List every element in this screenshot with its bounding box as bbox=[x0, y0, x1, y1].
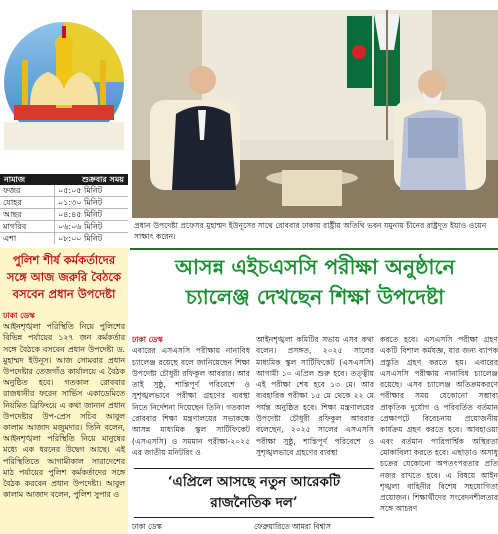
main-headline-line-2: চ্যালেঞ্জ দেখছেন শিক্ষা উপদেষ্টা bbox=[185, 285, 445, 309]
prayer-name: যোহর bbox=[0, 197, 55, 208]
side-news-story bbox=[0, 248, 128, 534]
prayer-header-label: নামাজ bbox=[4, 175, 26, 184]
main-story-text-3: করতে হবে। এসএসসি পরীক্ষা গ্রহণ একটি বিশাল কর্মযজ্ঞ, যার জন্য ব্যাপক প্রস্তুতি গ্রহণ করতে হয়। এবারের এসএসসি পরীক্ষায় নানাবিধ চ্যালেঞ্জ রয়েছে। এসব চ্যালেঞ্জ অতিক্রমকরণে পরীক্ষার সময় যেকোনো সম্ভাব্য প্রাকৃতিক দুর্যোগ ও পরিবর্তিত বর্তমান প্রেক্ষাপটে বিবেচনায় প্রয়োজনীয় কার্যক্রম গ্রহণ করতে হবে। আবহাওয়া এবং বর্তমান পারিপার্শ্বিক অস্থিরতা মোকাবিলা করতে হবে। এছাড়াও অসাধু চক্রের যেকোনো অপতৎপরতার প্রতি নজর রাখতে হবে। এ বিষয়ে আইন শৃঙ্খলা বাহিনীর বিশেষ সহযোগিতা প্রয়োজন। শিক্ষার্থীদের সংবেদনশীলতার সঙ্গে আচরণ bbox=[380, 335, 498, 514]
main-story-text-1: এবারের এসএসসি পরীক্ষায় নানাবিধ চ্যালেঞ্জ রয়েছে বলে জানিয়েছেন শিক্ষা উপদেষ্টা চৌধুরী রফিকুল আবরার। আর তাই সুষ্ঠু, শান্তিপূর্ণ পরিবেশে ও সুশৃঙ্খলভাবে পরীক্ষা গ্রহণের ব্যবস্থা নিতে নির্দেশনা দিয়েছেন তিনি। গতকাল রোববার শিক্ষা মন্ত্রণালয়ের সভাকক্ষে আসন্ন মাধ্যমিক স্কুল সার্টিফিকেট (এসএসসি) ও সমমান পরীক্ষা-২০২৫ এর জাতীয় মনিটরিং ও bbox=[132, 346, 250, 457]
meeting-photo bbox=[132, 10, 498, 218]
prayer-time: ০৪:৪৫ মিনিট bbox=[58, 210, 103, 219]
side-story-body bbox=[3, 310, 125, 500]
prayer-header-day: শুক্রবার সময় bbox=[82, 175, 124, 184]
main-headline[interactable] bbox=[132, 252, 498, 332]
prayer-time: ০৬:০৬ মিনিট bbox=[58, 222, 103, 231]
sub-story-headline[interactable] bbox=[134, 468, 374, 518]
section-divider bbox=[130, 248, 498, 250]
prayer-name: মাগরিব bbox=[0, 221, 55, 232]
sub-story-byline: ঢাকা ডেস্ক bbox=[132, 522, 162, 531]
prayer-times-header bbox=[0, 174, 128, 185]
side-story-byline: ঢাকা ডেস্ক bbox=[3, 311, 35, 320]
main-headline-line-1: আসন্ন এইচএসসি পরীক্ষা অনুষ্ঠানে bbox=[175, 255, 455, 279]
prayer-row bbox=[0, 197, 128, 209]
sub-headline-line-2: রাজনৈতিক দল’ bbox=[210, 495, 298, 511]
prayer-row bbox=[0, 185, 128, 197]
photo-caption: প্রধান উপদেষ্টা প্রফেসর মুহাম্মদ ইউনূসের সাথে রোববার ঢাকায় রাষ্ট্রীয় অতিথি ভবন যমুনায় চীনের রাষ্ট্রদূত ইয়াও ওয়েন সাক্ষাৎ করেন। bbox=[134, 221, 487, 241]
side-story-headline[interactable]: পুলিশ শীর্ষ কর্মকর্তাদের সঙ্গে আজ জরুরি বৈঠকে বসবেন প্রধান উপদেষ্টা bbox=[6, 253, 122, 301]
main-story-text-2: আইনশৃঙ্খলা কমিটির সভায় এসব কথা বলেন। প্রসঙ্গত, ২০২৫ সালের মাধ্যমিক স্কুল সার্টিফিকেট (এসএসসি) আগামী ১০ এপ্রিল শুরু হবে। তত্ত্বীয় এই পরীক্ষা শেষ হবে ১৩ মে। আর ব্যবহারিক পরীক্ষা ১৫ মে থেকে ২২ মে পর্যন্ত অনুষ্ঠিত হবে। শিক্ষা মন্ত্রণালয়ের উপদেষ্টা চৌধুরী রফিকুল আবরার বলেছেন, ২০২৫ সালের এসএসসি পরীক্ষা সুষ্ঠু, শান্তিপূর্ণ পরিবেশে ও সুশৃঙ্খলভাবে গ্রহণের ব্যবস্থা bbox=[256, 335, 374, 457]
prayer-times-table bbox=[0, 174, 128, 244]
newspaper-logo bbox=[0, 0, 128, 172]
prayer-name: আছর bbox=[0, 209, 55, 220]
mosque-emblem-icon bbox=[0, 0, 128, 172]
prayer-time: ০৫:০৫ মিনিট bbox=[58, 186, 103, 195]
main-story-column-3 bbox=[380, 334, 498, 534]
prayer-time: ০৮:০০ মিনিট bbox=[58, 234, 103, 243]
news-photo bbox=[132, 10, 498, 218]
main-story-column-2 bbox=[256, 334, 374, 466]
prayer-row bbox=[0, 209, 128, 221]
prayer-row bbox=[0, 221, 128, 233]
main-story-byline: ঢাকা ডেস্ক bbox=[132, 335, 163, 344]
sub-headline-line-1: ‘এপ্রিলে আসছে নতুন আরেকটি bbox=[167, 474, 341, 490]
sub-story-lead bbox=[132, 521, 376, 534]
prayer-row bbox=[0, 233, 128, 244]
prayer-name: এশা bbox=[0, 233, 55, 244]
sub-story-text: ফেব্রুয়ারিতে আমরা বিশ্বাস bbox=[254, 522, 331, 531]
side-story-text: আইনশৃঙ্খলা পরিস্থিতি নিয়ে পুলিশের বিভিন্ন পর্যায়ের ১২৭ জন কর্মকর্তার সঙ্গে বৈঠকে বসবেন প্রধান উপদেষ্টা ড. মুহাম্মদ ইউনূস। আজ সোমবার প্রধান উপদেষ্টার তেজগাঁও কার্যালয়ে এ বৈঠক অনুষ্ঠিত হবে। গতকাল রোববার রাজধানীর ফরেন সার্ভিস একাডেমিতে নিয়মিত ব্রিফিংয়ে এ কথা জানান প্রধান উপদেষ্টার উপ-প্রেস সচিব আবুল কালাম আজাদ মজুমদার। তিনি বলেন, আইনশৃঙ্খলা পরিস্থিতি নিয়ে মানুষের মধ্যে এক ধরনের উদ্বেগ আছে। এই পরিস্থিতিতে আগামীকাল সারাদেশের মাঠ পর্যায়ের পুলিশ কর্মকর্তাদের সঙ্গে বৈঠক করবেন প্রধান উপদেষ্টা। আবুল কালাম আজাদ বলেন, পুলিশ সুপার ও bbox=[3, 322, 125, 500]
prayer-time: ০১:৩০ মিনিট bbox=[58, 198, 103, 207]
prayer-name: ফজর bbox=[0, 185, 55, 196]
